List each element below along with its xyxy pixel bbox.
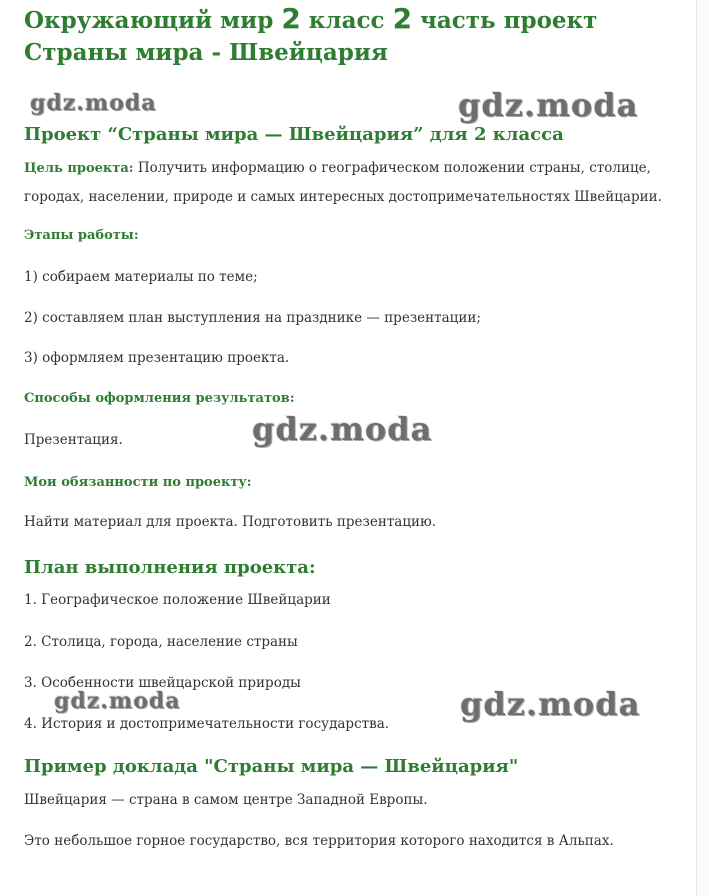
project-heading: Проект “Страны мира — Швейцария” для 2 класса xyxy=(24,124,564,145)
plan-heading: План выполнения проекта: xyxy=(24,557,316,578)
plan-item: 1. Географическое положение Швейцарии xyxy=(24,592,331,608)
scrollbar[interactable] xyxy=(696,0,709,896)
report-paragraph: Это небольшое горное государство, вся территория которого находится в Альпах. xyxy=(24,833,614,849)
methods-label: Способы оформления результатов: xyxy=(24,391,295,406)
goal-label: Цель проекта: xyxy=(24,161,134,176)
plan-item: 4. История и достопримечательности государства. xyxy=(24,716,390,732)
watermark-logo: gdz.moda xyxy=(458,86,639,124)
methods-text: Презентация. xyxy=(24,432,123,448)
stage-item: 3) оформляем презентацию проекта. xyxy=(24,350,290,366)
report-paragraph: Швейцария — страна в самом центре Западной Европы. xyxy=(24,792,428,808)
plan-item: 3. Особенности швейцарской природы xyxy=(24,675,301,691)
duties-label: Мои обязанности по проекту: xyxy=(24,475,252,490)
plan-item: 2. Столица, города, население страны xyxy=(24,634,298,650)
watermark-logo: gdz.moda xyxy=(460,685,641,723)
project-goal xyxy=(24,154,696,211)
page-title: Окружающий мир 2 класс 2 часть проект Страны мира - Швейцария xyxy=(24,2,598,66)
goal-text: Получить информацию о географическом положении страны, столице, городах, населении, природе и самых интересных достопримечательностях Швейцарии. xyxy=(24,160,662,205)
stage-item: 1) собираем материалы по теме; xyxy=(24,269,258,285)
duties-text: Найти материал для проекта. Подготовить презентацию. xyxy=(24,514,437,530)
watermark-logo: gdz.moda xyxy=(30,90,157,116)
report-heading: Пример доклада "Страны мира — Швейцария" xyxy=(24,756,519,777)
stage-item: 2) составляем план выступления на празднике — презентации; xyxy=(24,310,481,326)
watermark-logo: gdz.moda xyxy=(54,688,181,714)
stages-label: Этапы работы: xyxy=(24,228,139,243)
watermark-logo: gdz.moda xyxy=(252,410,433,448)
